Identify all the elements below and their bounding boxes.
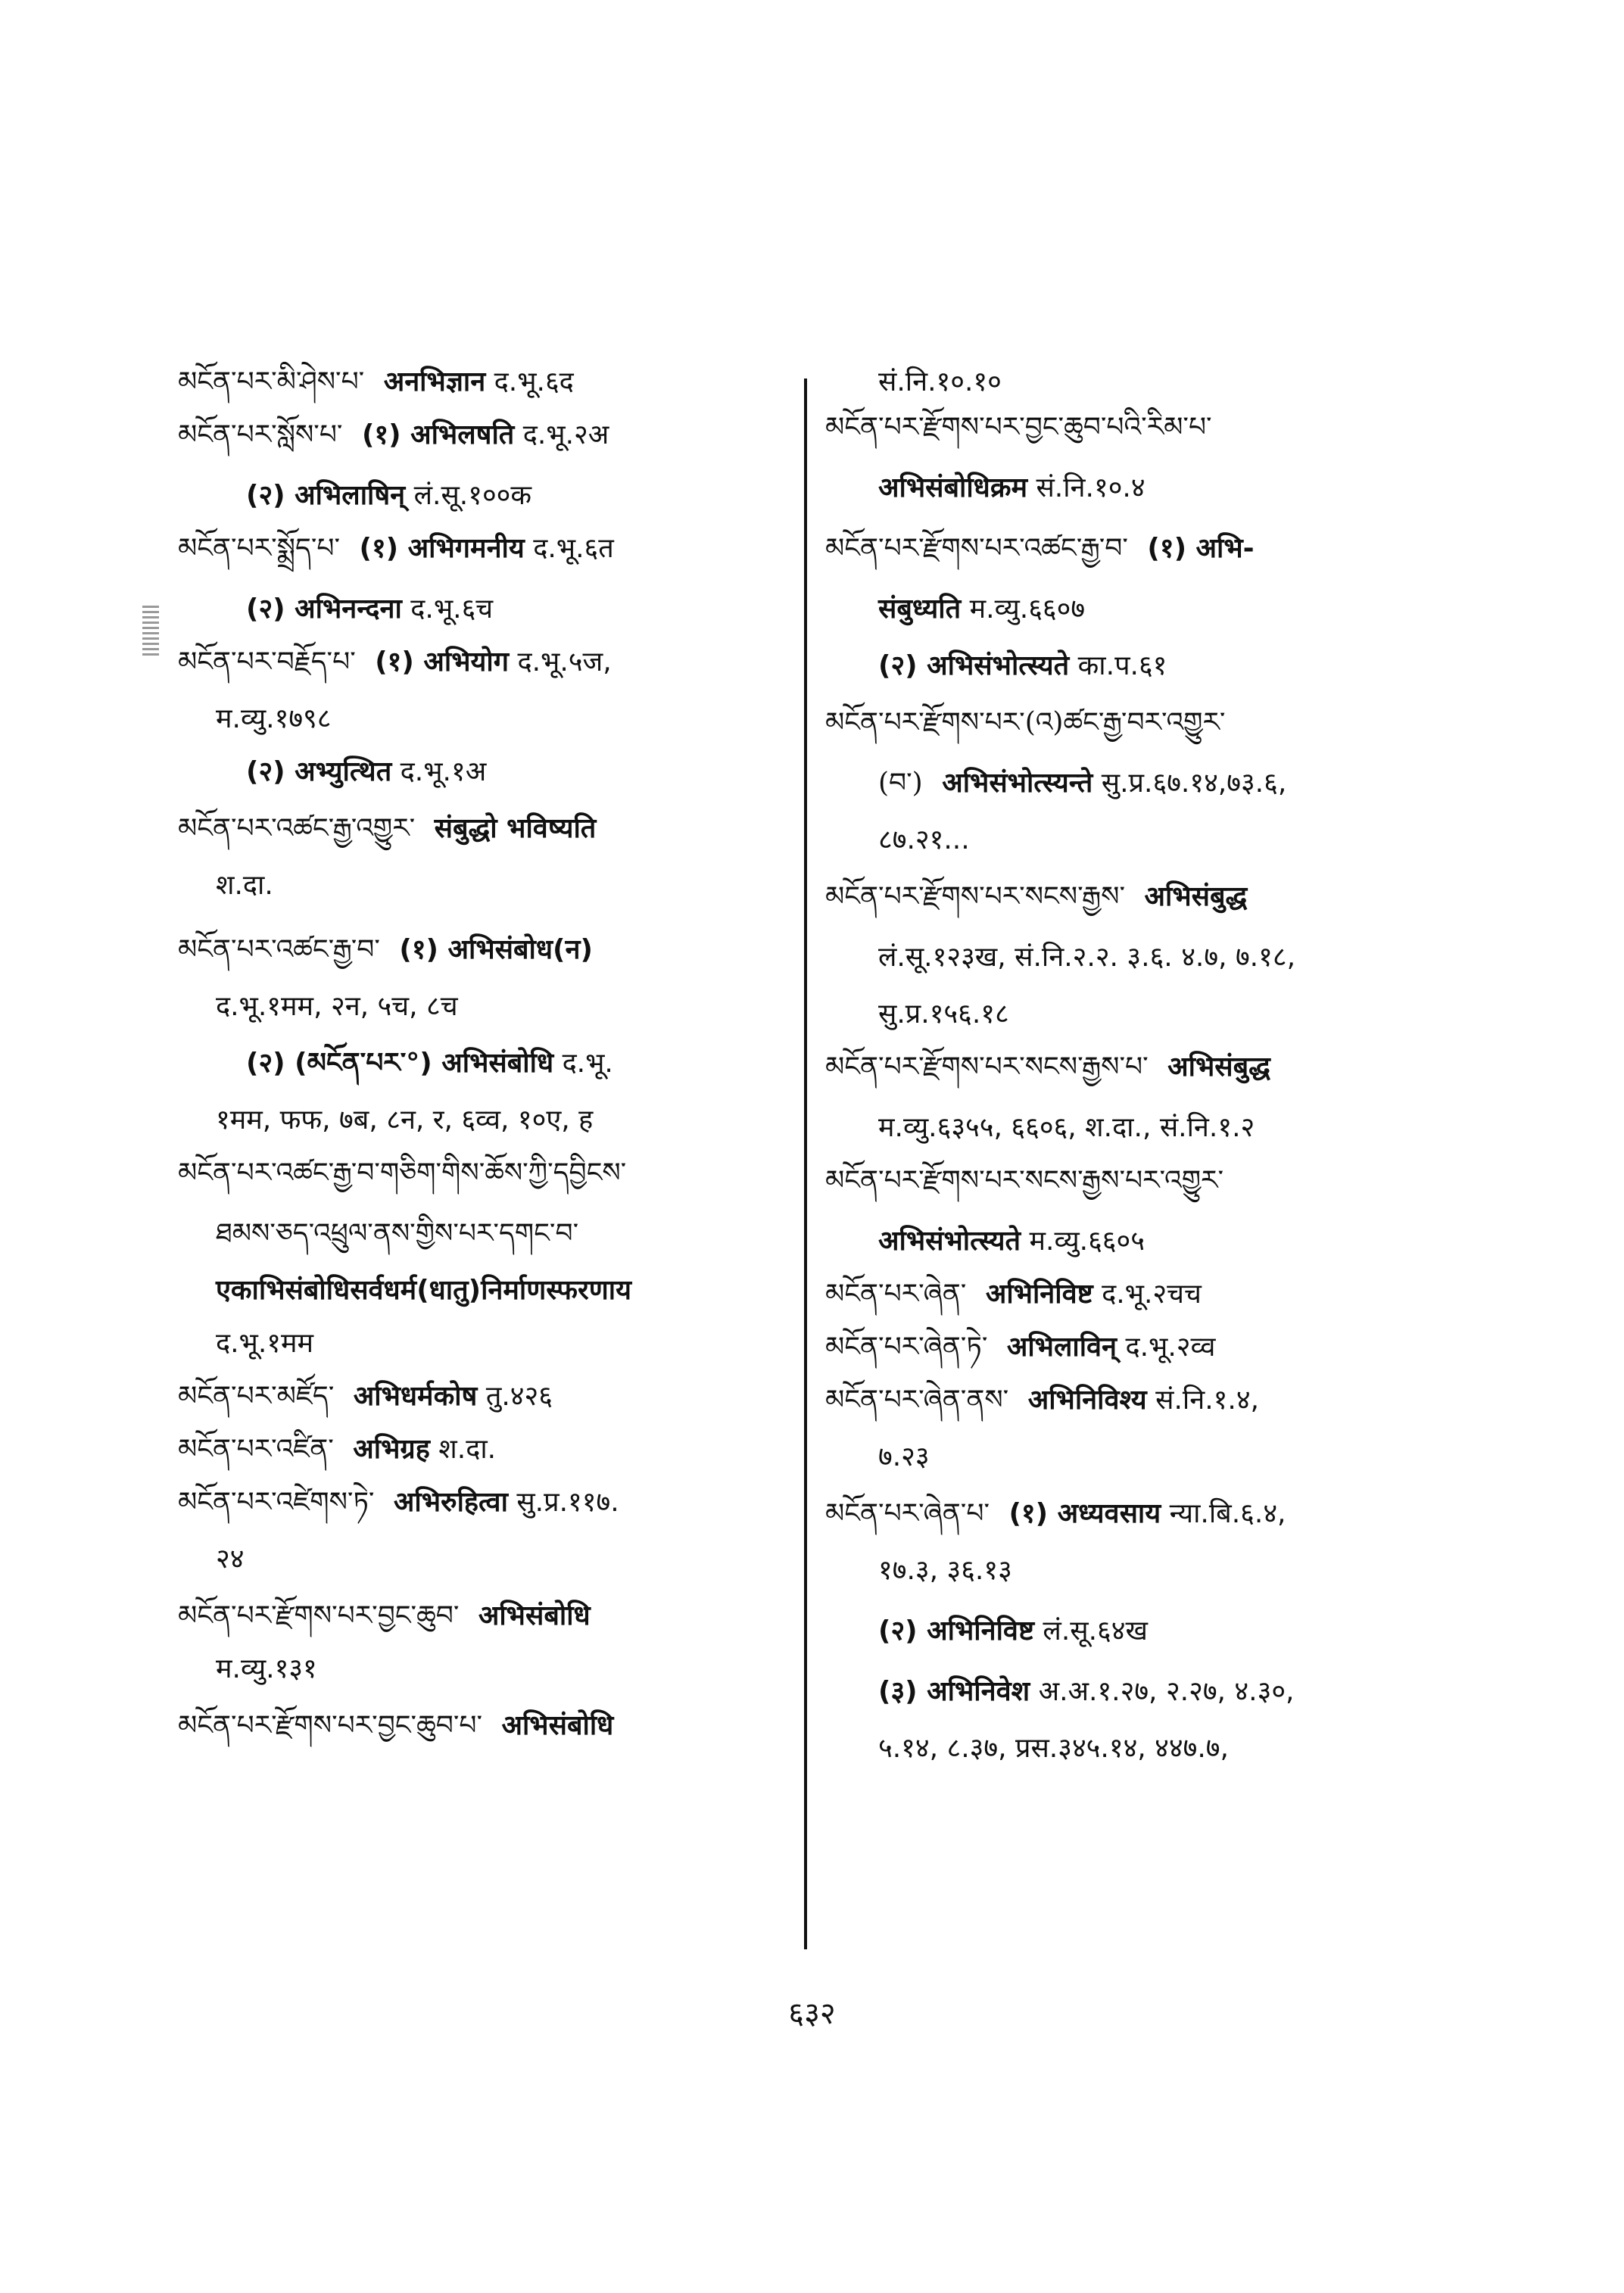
sanskrit-equivalent: (१) अभिसंबोध(न) bbox=[399, 934, 593, 965]
dictionary-line bbox=[878, 1438, 930, 1476]
scan-speck bbox=[142, 606, 159, 659]
tibetan-headword: མངོན་པར་འཛིན་ bbox=[178, 1434, 334, 1465]
dictionary-line bbox=[178, 530, 614, 568]
sanskrit-equivalent: (१) अभियोग bbox=[375, 646, 509, 678]
source-reference: ८७.२१... bbox=[878, 824, 970, 855]
dictionary-line bbox=[878, 995, 1009, 1033]
tibetan-headword: མངོན་པར་སྨྲོད་པ་ bbox=[178, 533, 341, 564]
dictionary-line bbox=[825, 1495, 1286, 1533]
page-number: ६३२ bbox=[788, 1996, 836, 2031]
sanskrit-equivalent: (२) अभ्युत्थित bbox=[246, 756, 392, 787]
dictionary-line bbox=[878, 821, 970, 859]
dictionary-line bbox=[878, 363, 1002, 401]
dictionary-line bbox=[216, 1541, 244, 1578]
source-reference: सु.प्र.६७.१४,७३.६, bbox=[1101, 768, 1287, 799]
source-reference: म.व्यु.१३१ bbox=[216, 1653, 317, 1684]
tibetan-headword: མངོན་པར་ཞེན་ཏེ་ bbox=[825, 1332, 988, 1363]
source-reference: म.व्यु.१७९८ bbox=[216, 703, 332, 734]
dictionary-line bbox=[178, 1484, 619, 1522]
dictionary-line bbox=[825, 704, 1236, 742]
dictionary-line bbox=[878, 1612, 1148, 1650]
sanskrit-equivalent: (१) अभि- bbox=[1147, 533, 1255, 564]
tibetan-headword: མངོན་པར་སློས་པ་ bbox=[178, 419, 343, 450]
dictionary-line bbox=[825, 1329, 1215, 1366]
source-reference: १मम, फफ, ७ब, ८न, र, ६व्व, १०ए, ह bbox=[216, 1104, 594, 1136]
tibetan-headword: མངོན་པར་རྫོགས་པར་(འ)ཚང་རྒྱ་བར་འགྱུར་ bbox=[825, 707, 1226, 738]
tibetan-headword: མངོན་པར་ཞེན་ bbox=[825, 1279, 967, 1310]
source-reference: लं.सू.१००क bbox=[413, 480, 532, 511]
sanskrit-equivalent: अभिसंबोधि bbox=[478, 1600, 591, 1631]
column-divider bbox=[804, 379, 807, 1949]
source-reference: द.भू.६द bbox=[494, 366, 574, 397]
dictionary-line bbox=[878, 647, 1167, 685]
dictionary-line bbox=[825, 878, 1247, 916]
dictionary-line bbox=[178, 363, 574, 401]
tibetan-headword: མངོན་པར་ཞེན་ནས་ bbox=[825, 1385, 1009, 1416]
tibetan-headword: མངོན་པར་རྫོགས་པར་སངས་རྒྱས་པར་འགྱུར་ bbox=[825, 1165, 1224, 1196]
dictionary-line bbox=[246, 753, 486, 791]
source-reference: सु.प्र.११७. bbox=[516, 1487, 619, 1518]
dictionary-line bbox=[246, 590, 493, 628]
source-reference: म.व्यु.६६०७ bbox=[969, 594, 1086, 625]
source-reference: द.भू.२व्व bbox=[1125, 1332, 1216, 1363]
dictionary-line bbox=[178, 1378, 553, 1416]
source-reference: द.भू.१मम, २न, ५च, ८च bbox=[216, 991, 458, 1022]
source-reference: १७.३, ३६.१३ bbox=[878, 1555, 1012, 1586]
dictionary-line bbox=[178, 1597, 591, 1635]
source-reference: म.व्यु.६३५५, ६६०६, श.दा., सं.नि.१.२ bbox=[878, 1112, 1255, 1143]
source-reference: न्या.बि.६.४, bbox=[1169, 1498, 1286, 1529]
dictionary-line bbox=[216, 700, 332, 738]
dictionary-line bbox=[878, 1673, 1294, 1711]
source-reference: लं.सू.१२३ख, सं.नि.२.२. ३.६. ४.७, ७.१८, bbox=[878, 942, 1296, 973]
tibetan-headword: མངོན་པར་རྫོགས་པར་བྱང་ཆུབ་ bbox=[178, 1600, 460, 1631]
dictionary-line bbox=[878, 1109, 1255, 1147]
sanskrit-equivalent: अभिसंबोधि bbox=[501, 1710, 614, 1741]
sanskrit-equivalent: संबुद्धो भविष्यति bbox=[434, 813, 597, 844]
tibetan-headword: མངོན་པར་ཞེན་པ་ bbox=[825, 1498, 990, 1529]
dictionary-line bbox=[246, 477, 531, 515]
sanskrit-equivalent: अभिसंबुद्ध bbox=[1167, 1051, 1270, 1083]
dictionary-line bbox=[178, 416, 609, 454]
dictionary-line bbox=[878, 1552, 1012, 1590]
dictionary-line bbox=[825, 1048, 1270, 1086]
sanskrit-equivalent: (२) अभिसंभोत्स्यते bbox=[878, 650, 1070, 681]
source-reference: सं.नि.१०.४ bbox=[1036, 472, 1146, 503]
dictionary-line bbox=[216, 1272, 631, 1310]
sanskrit-equivalent: (२) अभिलाषिन् bbox=[246, 480, 406, 511]
tibetan-headword: མངོན་པར་རྫོགས་པར་སངས་རྒྱས་ bbox=[825, 881, 1126, 912]
source-reference: तु.४२६ bbox=[485, 1381, 553, 1412]
sanskrit-equivalent: अभिरुहित्वा bbox=[393, 1487, 508, 1518]
sanskrit-equivalent: अभिसंभोत्स्यन्ते bbox=[942, 768, 1093, 799]
dictionary-line bbox=[216, 1101, 593, 1139]
dictionary-line bbox=[178, 1707, 613, 1745]
sanskrit-equivalent: (२) अभिनन्दना bbox=[246, 594, 402, 625]
tibetan-headword: མངོན་པར་འཚང་རྒྱ་འགྱུར་ bbox=[178, 813, 416, 844]
tibetan-headword: མངོན་པར་བརྗོད་པ་ bbox=[178, 646, 356, 678]
source-reference: द.भू.२अ bbox=[522, 419, 609, 450]
source-reference: अ.अ.१.२७, २.२७, ४.३०, bbox=[1038, 1676, 1295, 1707]
source-reference: सु.प्र.१५६.१८ bbox=[878, 999, 1009, 1030]
dictionary-line bbox=[878, 590, 1085, 628]
source-reference: म.व्यु.६६०५ bbox=[1029, 1226, 1145, 1257]
dictionary-line bbox=[178, 810, 596, 848]
dictionary-line bbox=[178, 1154, 637, 1192]
source-reference: २४ bbox=[216, 1544, 245, 1575]
tibetan-headword: མངོན་པར་མཛོད་ bbox=[178, 1381, 335, 1412]
dictionary-line bbox=[825, 530, 1255, 568]
tibetan-headword: (བ་) bbox=[878, 768, 923, 799]
dictionary-line bbox=[825, 409, 1223, 447]
tibetan-headword: མངོན་པར་འཛེགས་ཏེ་ bbox=[178, 1487, 375, 1518]
dictionary-line bbox=[216, 1325, 313, 1363]
sanskrit-equivalent: (१) अभिलषति bbox=[361, 419, 515, 450]
sanskrit-equivalent: अभिधर्मकोष bbox=[353, 1381, 478, 1412]
sanskrit-equivalent: अभिनिविष्ट bbox=[985, 1279, 1093, 1310]
dictionary-line bbox=[178, 931, 593, 969]
sanskrit-equivalent: अभिनिविश्य bbox=[1027, 1385, 1147, 1416]
source-reference: द.भू.५ज, bbox=[517, 646, 612, 678]
source-reference: द.भू.६त bbox=[533, 533, 614, 564]
sanskrit-equivalent: अभिसंबोधिक्रम bbox=[878, 472, 1027, 503]
sanskrit-equivalent: संबुध्यति bbox=[878, 594, 962, 625]
dictionary-line bbox=[825, 1276, 1202, 1313]
source-reference: का.प.६१ bbox=[1077, 650, 1167, 681]
tibetan-headword: མངོན་པར་རྫོགས་པར་བྱང་ཆུབ་པའི་རིམ་པ་ bbox=[825, 412, 1212, 443]
sanskrit-equivalent: (३) अभिनिवेश bbox=[878, 1676, 1030, 1707]
tibetan-headword: མངོན་པར་རྫོགས་པར་སངས་རྒྱས་པ་ bbox=[825, 1051, 1149, 1083]
source-reference: द.भू. bbox=[562, 1048, 613, 1079]
sanskrit-equivalent: अभिग्रह bbox=[353, 1434, 430, 1465]
dictionary-line bbox=[216, 867, 273, 905]
dictionary-line bbox=[878, 1730, 1229, 1768]
source-reference: ७.२३ bbox=[878, 1441, 930, 1472]
sanskrit-equivalent: अभिलाविन् bbox=[1006, 1332, 1117, 1363]
source-reference: द.भू.६च bbox=[410, 594, 494, 625]
tibetan-headword: མངོན་པར་འཚང་རྒྱ་བ་གཅིག་གིས་ཆོས་ཀྱི་དབྱིངས་ bbox=[178, 1157, 627, 1189]
dictionary-line bbox=[878, 939, 1295, 977]
sanskrit-equivalent: एकाभिसंबोधिसर्वधर्म(धातु)निर्माणस्फरणाय bbox=[216, 1275, 632, 1306]
source-reference: द.भू.१अ bbox=[400, 756, 487, 787]
dictionary-line bbox=[878, 1223, 1145, 1260]
tibetan-headword: མངོན་པར་འཚང་རྒྱ་བ་ bbox=[178, 934, 380, 965]
sanskrit-equivalent: अभिसंभोत्स्यते bbox=[878, 1226, 1021, 1257]
source-reference: ५.१४, ८.३७, प्रस.३४५.१४, ४४७.७, bbox=[878, 1733, 1229, 1764]
source-reference: श.दा. bbox=[438, 1434, 497, 1465]
tibetan-headword: མངོན་པར་རྫོགས་པར་འཚང་རྒྱ་བ་ bbox=[825, 533, 1128, 564]
source-reference: लं.सू.६४ख bbox=[1043, 1615, 1148, 1647]
source-reference: श.दा. bbox=[216, 870, 273, 901]
tibetan-headword: མངོན་པར་རྫོགས་པར་བྱང་ཆུབ་པ་ bbox=[178, 1710, 483, 1741]
dictionary-line bbox=[216, 1650, 317, 1688]
dictionary-line bbox=[825, 1382, 1259, 1419]
sanskrit-equivalent: (२) (མངོན་པར་°) अभिसंबोधि bbox=[246, 1048, 554, 1079]
dictionary-line bbox=[216, 1215, 589, 1253]
sanskrit-equivalent: अभिसंबुद्ध bbox=[1144, 881, 1248, 912]
sanskrit-equivalent: (१) अभिगमनीय bbox=[359, 533, 525, 564]
sanskrit-equivalent: (२) अभिनिविष्ट bbox=[878, 1615, 1034, 1647]
dictionary-line bbox=[878, 765, 1286, 802]
dictionary-line bbox=[178, 1431, 496, 1469]
tibetan-headword: མངོན་པར་མི་ཤེས་པ་ bbox=[178, 366, 365, 397]
sanskrit-equivalent: अनभिज्ञान bbox=[383, 366, 486, 397]
tibetan-headword: ཐམས་ཅད་འཕྲུལ་ནས་གྱིས་པར་དགང་བ་ bbox=[216, 1218, 579, 1249]
dictionary-line bbox=[878, 469, 1146, 507]
source-reference: द.भू.२चच bbox=[1102, 1279, 1202, 1310]
source-reference: सं.नि.१.४, bbox=[1155, 1385, 1259, 1416]
dictionary-line bbox=[825, 1162, 1234, 1200]
source-reference: द.भू.१मम bbox=[216, 1328, 314, 1359]
dictionary-line bbox=[246, 1045, 613, 1083]
dictionary-line bbox=[216, 988, 458, 1026]
dictionary-line bbox=[178, 643, 612, 681]
sanskrit-equivalent: (१) अध्यवसाय bbox=[1008, 1498, 1161, 1529]
source-reference: सं.नि.१०.१० bbox=[878, 366, 1002, 397]
